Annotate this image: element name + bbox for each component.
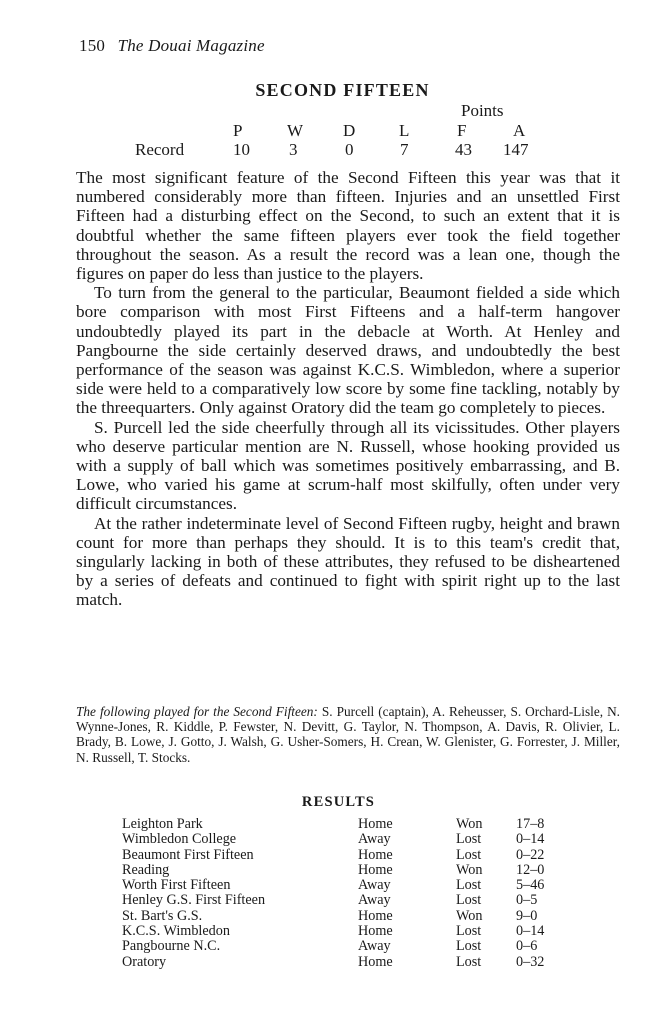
score: 12–0 — [516, 861, 545, 878]
venue: Home — [358, 816, 393, 832]
venue: Home — [358, 923, 393, 940]
score: 9–0 — [516, 907, 538, 924]
venue: Home — [358, 846, 393, 863]
opponent: Wimbledon College — [122, 831, 237, 848]
record-value-a: 147 — [503, 140, 529, 159]
result: Lost — [456, 892, 482, 909]
opponent: Leighton Park — [122, 816, 203, 832]
result: Lost — [456, 923, 482, 940]
opponent: Pangbourne N.C. — [122, 938, 221, 955]
magazine-title: The Douai Magazine — [117, 36, 265, 55]
report-text — [76, 168, 620, 610]
report-paragraph: At the rather indeterminate level of Second Fifteen rugby, height and brawn count for more than perhaps they should. It is to this team's credit that, singularly lacking in both of these attributes, they refused to be disheartened by a series of defeats and continued to fight with spirit right up to the last match. — [76, 513, 620, 610]
record-row-label: Record — [135, 140, 185, 159]
venue: Away — [358, 892, 391, 909]
venue: Away — [358, 831, 391, 848]
score: 0–14 — [516, 923, 545, 940]
results-row — [122, 863, 562, 878]
score: 0–6 — [516, 938, 538, 955]
results-row — [122, 848, 562, 863]
results-row — [122, 909, 562, 924]
players-names: S. Purcell (captain), A. Reheusser, S. Orchard-Lisle, N. Wynne-Jones, R. Kiddle, P. Fewster, N. Devitt, G. Taylor, N. Thompson, A. Davis, R. Olivier, L. Brady, B. Lowe, J. Gotto, J. Walsh, G. Usher-Somers, H. Crean, W. Glenister, G. Forrester, J. Miller, N. Russell, T. Stocks. — [76, 704, 620, 765]
opponent: Henley G.S. First Fifteen — [122, 892, 266, 909]
record-header-p: P — [233, 121, 243, 140]
record-value-f: 43 — [455, 140, 472, 159]
opponent: Worth First Fifteen — [122, 877, 231, 894]
opponent: Reading — [122, 861, 170, 878]
result: Lost — [456, 877, 482, 894]
record-header-w: W — [287, 121, 304, 140]
result: Won — [456, 907, 483, 924]
results-table — [122, 817, 562, 970]
results-row — [122, 955, 562, 970]
opponent: K.C.S. Wimbledon — [122, 923, 230, 940]
results-row — [122, 832, 562, 847]
venue: Away — [358, 877, 391, 894]
opponent: Oratory — [122, 953, 167, 970]
players-list — [76, 704, 620, 765]
venue: Home — [358, 907, 393, 924]
section-title: SECOND FIFTEEN — [255, 80, 430, 100]
record-header-f: F — [457, 121, 467, 140]
page-number: 150 — [79, 36, 106, 55]
result: Lost — [456, 831, 482, 848]
score: 0–14 — [516, 831, 545, 848]
record-value-w: 3 — [289, 140, 298, 159]
points-label: Points — [461, 101, 504, 120]
venue: Home — [358, 953, 393, 970]
record-header-d: D — [343, 121, 356, 140]
score: 0–22 — [516, 846, 545, 863]
score: 5–46 — [516, 877, 545, 894]
record-value-l: 7 — [400, 140, 409, 159]
results-row — [122, 924, 562, 939]
score: 0–5 — [516, 892, 538, 909]
opponent: Beaumont First Fifteen — [122, 846, 254, 863]
venue: Home — [358, 861, 393, 878]
results-title: RESULTS — [301, 794, 376, 810]
players-lead: The following played for the Second Fifteen: — [76, 704, 318, 719]
opponent: St. Bart's G.S. — [122, 907, 203, 924]
report-paragraph: S. Purcell led the side cheerfully through all its vicissitudes. Other players who deserve particular mention are N. Russell, whose hooking provided us with a supply of ball which was sometimes positively embarrassing, and B. Lowe, who varied his game at scrum-half most skilfully, often under very difficult circumstances. — [76, 417, 620, 514]
report-paragraph: The most significant feature of the Second Fifteen this year was that it numbered considerably more than fifteen. Injuries and an unsettled First Fifteen had a disturbing effect on the Second, to such an extent that it is doubtful whether the same fifteen players ever took the field together throughout the season. As a result the record was a lean one, though the figures on paper do less than justice to the players. — [76, 168, 620, 284]
report-paragraph: To turn from the general to the particular, Beaumont fielded a side which bore comparison with most First Fifteens and a half-term hangover undoubtedly played its part in the debacle at Worth. At Henley and Pangbourne the side certainly deserved draws, and undoubtedly the best performance of the season was against K.C.S. Wimbledon, where a superior side were held to a comparatively low score by some fine tackling, notably by the threequarters. Only against Oratory did the team go completely to pieces. — [76, 283, 620, 418]
running-head — [79, 36, 265, 56]
result: Lost — [456, 846, 482, 863]
result: Won — [456, 861, 483, 878]
record-value-p: 10 — [233, 140, 250, 159]
record-value-d: 0 — [345, 140, 354, 159]
results-row — [122, 893, 562, 908]
results-row — [122, 878, 562, 893]
score: 17–8 — [516, 816, 545, 832]
results-row — [122, 939, 562, 954]
result: Lost — [456, 938, 482, 955]
score: 0–32 — [516, 953, 545, 970]
record-header-l: L — [399, 121, 410, 140]
results-row — [122, 817, 562, 832]
venue: Away — [358, 938, 391, 955]
result: Lost — [456, 953, 482, 970]
record-header-a: A — [513, 121, 526, 140]
result: Won — [456, 816, 483, 832]
